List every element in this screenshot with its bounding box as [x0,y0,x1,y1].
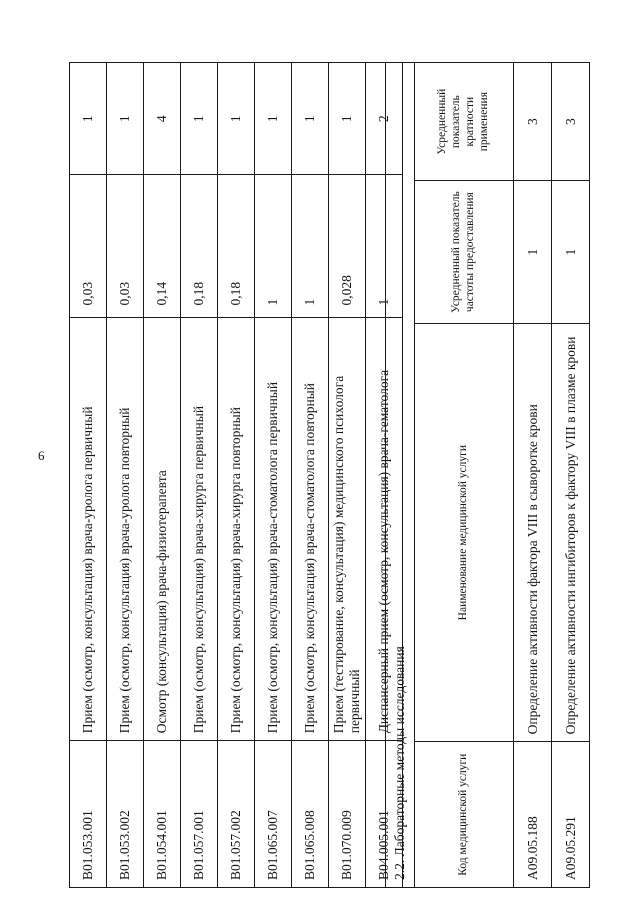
service-name: Прием (осмотр, консультация) врача-уролога повторный [107,318,144,741]
table-header-row [415,63,514,888]
service-name: Прием (осмотр, консультация) врача-хирурга первичный [181,318,218,741]
frequency-value: 1 [366,175,403,318]
service-code: B01.065.007 [255,741,292,888]
frequency-value: 0,14 [144,175,181,318]
frequency-value: 1 [514,181,552,324]
header-code: Код медицинской услуги [415,742,514,888]
multiplicity-value: 1 [255,63,292,175]
table-row [552,63,590,888]
multiplicity-value: 1 [292,63,329,175]
frequency-value: 0,18 [181,175,218,318]
table-row [255,63,292,888]
frequency-value: 1 [292,175,329,318]
service-code: B04.005.001 [366,741,403,888]
service-code: B01.057.001 [181,741,218,888]
service-code: B01.054.001 [144,741,181,888]
table-row [218,63,255,888]
service-name: Прием (тестирование, консультация) медицинского психолога первичный [329,318,366,741]
service-name: Прием (осмотр, консультация) врача-хирурга повторный [218,318,255,741]
table-row [514,63,552,888]
frequency-value: 0,18 [218,175,255,318]
multiplicity-value: 1 [181,63,218,175]
multiplicity-value: 1 [218,63,255,175]
table-row [329,63,366,888]
service-code: A09.05.291 [552,742,590,888]
service-code: A09.05.188 [514,742,552,888]
multiplicity-value: 3 [552,63,590,181]
consultations-table [69,62,403,888]
table-row [292,63,329,888]
table-row [181,63,218,888]
multiplicity-value: 1 [107,63,144,175]
multiplicity-value: 3 [514,63,552,181]
table-row [144,63,181,888]
frequency-value: 0,03 [107,175,144,318]
service-code: B01.057.002 [218,741,255,888]
frequency-value: 1 [552,181,590,324]
header-multiplicity: Усредненный показатель кратности применения [415,63,514,181]
header-name: Наименование медицинской услуги [415,323,514,741]
service-name: Диспансерный прием (осмотр, консультация) врача-гематолога [366,318,403,741]
service-code: B01.070.009 [329,741,366,888]
table-row [107,63,144,888]
service-name: Прием (осмотр, консультация) врача-уролога первичный [70,318,107,741]
table-row [70,63,107,888]
frequency-value: 0,03 [70,175,107,318]
page-number: 6 [38,448,45,463]
service-code: B01.053.002 [107,741,144,888]
service-name: Прием (осмотр, консультация) врача-стоматолога повторный [292,318,329,741]
multiplicity-value: 2 [366,63,403,175]
service-name: Прием (осмотр, консультация) врача-стоматолога первичный [255,318,292,741]
frequency-value: 0,028 [329,175,366,318]
multiplicity-value: 1 [70,63,107,175]
service-code: B01.053.001 [70,741,107,888]
rotated-page-content [69,62,578,888]
multiplicity-value: 4 [144,63,181,175]
section-title: 2.2. Лабораторные методы исследования [385,62,415,888]
service-name: Определение активности фактора VIII в сыворотке крови [514,323,552,741]
header-frequency: Усредненный показатель частоты предоставления [415,181,514,324]
service-name: Определение активности ингибиторов к фактору VIII в плазме крови [552,323,590,741]
multiplicity-value: 1 [329,63,366,175]
service-name: Осмотр (консультация) врача-физиотерапевта [144,318,181,741]
lab-methods-table [414,62,590,888]
service-code: B01.065.008 [292,741,329,888]
frequency-value: 1 [255,175,292,318]
